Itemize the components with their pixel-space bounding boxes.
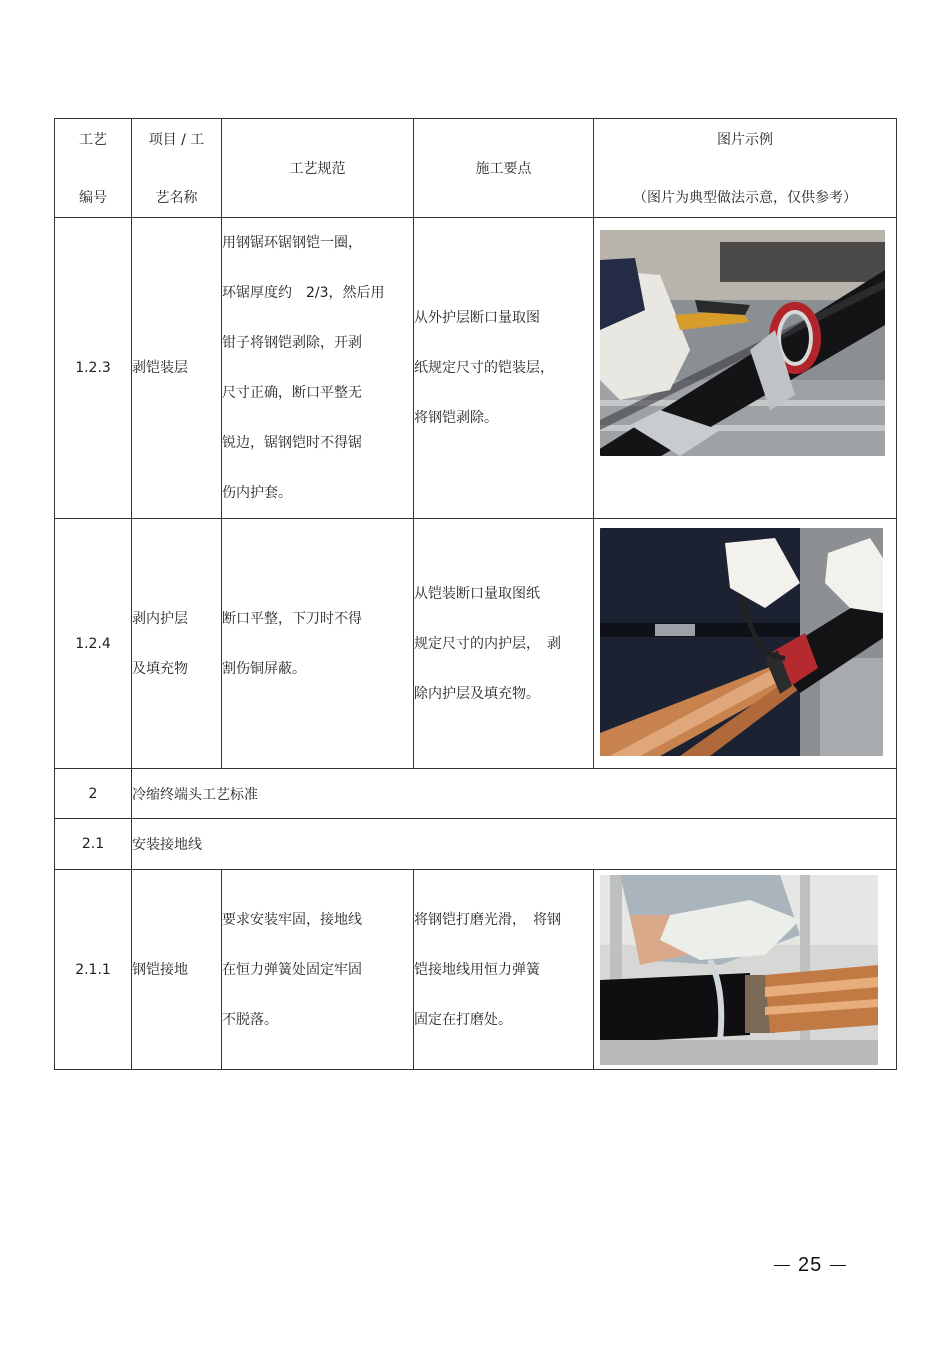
armor-grounding-photo — [600, 875, 878, 1065]
row-item-name: 剥内护层 及填充物 — [132, 519, 222, 769]
row-code: 2.1 — [55, 819, 132, 870]
page-number-dash-left — [774, 1265, 790, 1266]
row-code: 1.2.4 — [55, 519, 132, 769]
row-points-text: 从铠装断口量取图纸 规定尺寸的内护层， 剥 除内护层及填充物。 — [414, 519, 594, 769]
process-spec-table — [54, 118, 897, 1070]
row-spec-text: 用钢锯环锯钢铠一圈， 环锯厚度约 2/3，然后用 钳子将钢铠剥除，开剥 尺寸正确，断口平整无 锐边，锯钢铠时不得锯 伤内护套。 — [222, 218, 414, 519]
table-row — [55, 870, 897, 1070]
table-row — [55, 819, 897, 870]
row-photo-cell — [594, 519, 897, 769]
page-number-dash-right — [830, 1265, 846, 1266]
table-row — [55, 218, 897, 519]
row-photo-cell — [594, 870, 897, 1070]
header-process-spec: 工艺规范 — [222, 119, 414, 218]
page-number: 25 — [766, 1254, 854, 1277]
row-item-name: 剥铠装层 — [132, 218, 222, 519]
header-process-code: 工艺 编号 — [55, 119, 132, 218]
header-photo-example: 图片示例 （图片为典型做法示意，仅供参考） — [594, 119, 897, 218]
row-item-name: 钢铠接地 — [132, 870, 222, 1070]
table-header-row — [55, 119, 897, 218]
table-row — [55, 769, 897, 819]
row-section-title: 安装接地线 — [132, 819, 897, 870]
header-item-name: 项目 / 工 艺名称 — [132, 119, 222, 218]
row-spec-text: 要求安装牢固，接地线 在恒力弹簧处固定牢固 不脱落。 — [222, 870, 414, 1070]
inner-sheath-stripping-photo — [600, 528, 883, 756]
row-section-title: 冷缩终端头工艺标准 — [132, 769, 897, 819]
row-code: 2.1.1 — [55, 870, 132, 1070]
row-points-text: 从外护层断口量取图 纸规定尺寸的铠装层， 将钢铠剥除。 — [414, 218, 594, 519]
row-code: 1.2.3 — [55, 218, 132, 519]
armor-stripping-photo — [600, 230, 885, 456]
header-construction-points: 施工要点 — [414, 119, 594, 218]
row-code: 2 — [55, 769, 132, 819]
row-spec-text: 断口平整，下刀时不得 割伤铜屏蔽。 — [222, 519, 414, 769]
row-photo-cell — [594, 218, 897, 519]
row-points-text: 将钢铠打磨光滑， 将钢 铠接地线用恒力弹簧 固定在打磨处。 — [414, 870, 594, 1070]
table-row — [55, 519, 897, 769]
